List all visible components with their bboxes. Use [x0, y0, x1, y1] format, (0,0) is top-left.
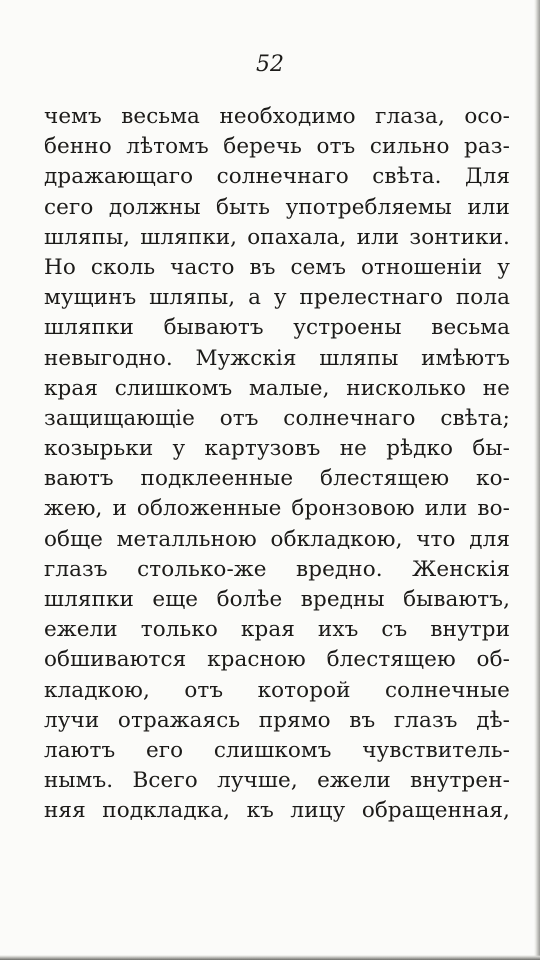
text-line: невыгодно. Мужскія шляпы имѣютъ: [44, 345, 510, 371]
text-line: чемъ весьма необходимо глаза, осо-: [44, 104, 510, 129]
text-line: бенно лѣтомъ беречь отъ сильно раз-: [44, 134, 510, 160]
text-line: шляпки бываютъ устроены весьма: [44, 315, 510, 341]
text-line: обшиваются красною блестящею об-: [44, 647, 510, 673]
text-line: мущинъ шляпы, а у прелестнаго пола: [44, 285, 510, 311]
text-line: обще металльною обкладкою, что для: [44, 526, 510, 552]
text-line: лаютъ его слишкомъ чувствитель-: [44, 737, 510, 763]
text-line: сего должны быть употребляемы или: [44, 194, 510, 220]
text-line: края слишкомъ малые, нисколько не: [44, 375, 510, 401]
page-bottom-edge-shadow: [0, 955, 540, 960]
text-line: козырьки у картузовъ не рѣдко бы-: [44, 436, 510, 462]
text-line: ежели только края ихъ съ внутри: [44, 617, 510, 643]
text-line: няя подкладка, къ лицу обращенная,: [44, 798, 510, 824]
text-line: ваютъ подклеенные блестящею ко-: [44, 466, 510, 492]
text-line: защищающіе отъ солнечнаго свѣта;: [44, 405, 510, 431]
body-text: [44, 102, 510, 827]
text-line: Но сколь часто въ семъ отношенiи у: [44, 254, 510, 280]
text-line: дражающаго солнечнаго свѣта. Для: [44, 164, 510, 190]
text-line: шляпы, шляпки, опахала, или зонтики.: [44, 224, 510, 250]
page-right-edge-shadow: [534, 0, 540, 960]
text-line: кладкою, отъ которой солнечные: [44, 677, 510, 703]
text-line: глазъ столько-же вредно. Женскія: [44, 556, 510, 582]
text-line: жею, и обложенные бронзовою или во-: [44, 496, 510, 522]
text-line: шляпки еще болѣе вредны бываютъ,: [44, 587, 510, 612]
page-number: 52: [256, 52, 284, 77]
text-line: нымъ. Всего лучше, ежели внутрен-: [44, 768, 510, 794]
text-line: лучи отражаясь прямо въ глазъ дѣ-: [44, 707, 510, 733]
